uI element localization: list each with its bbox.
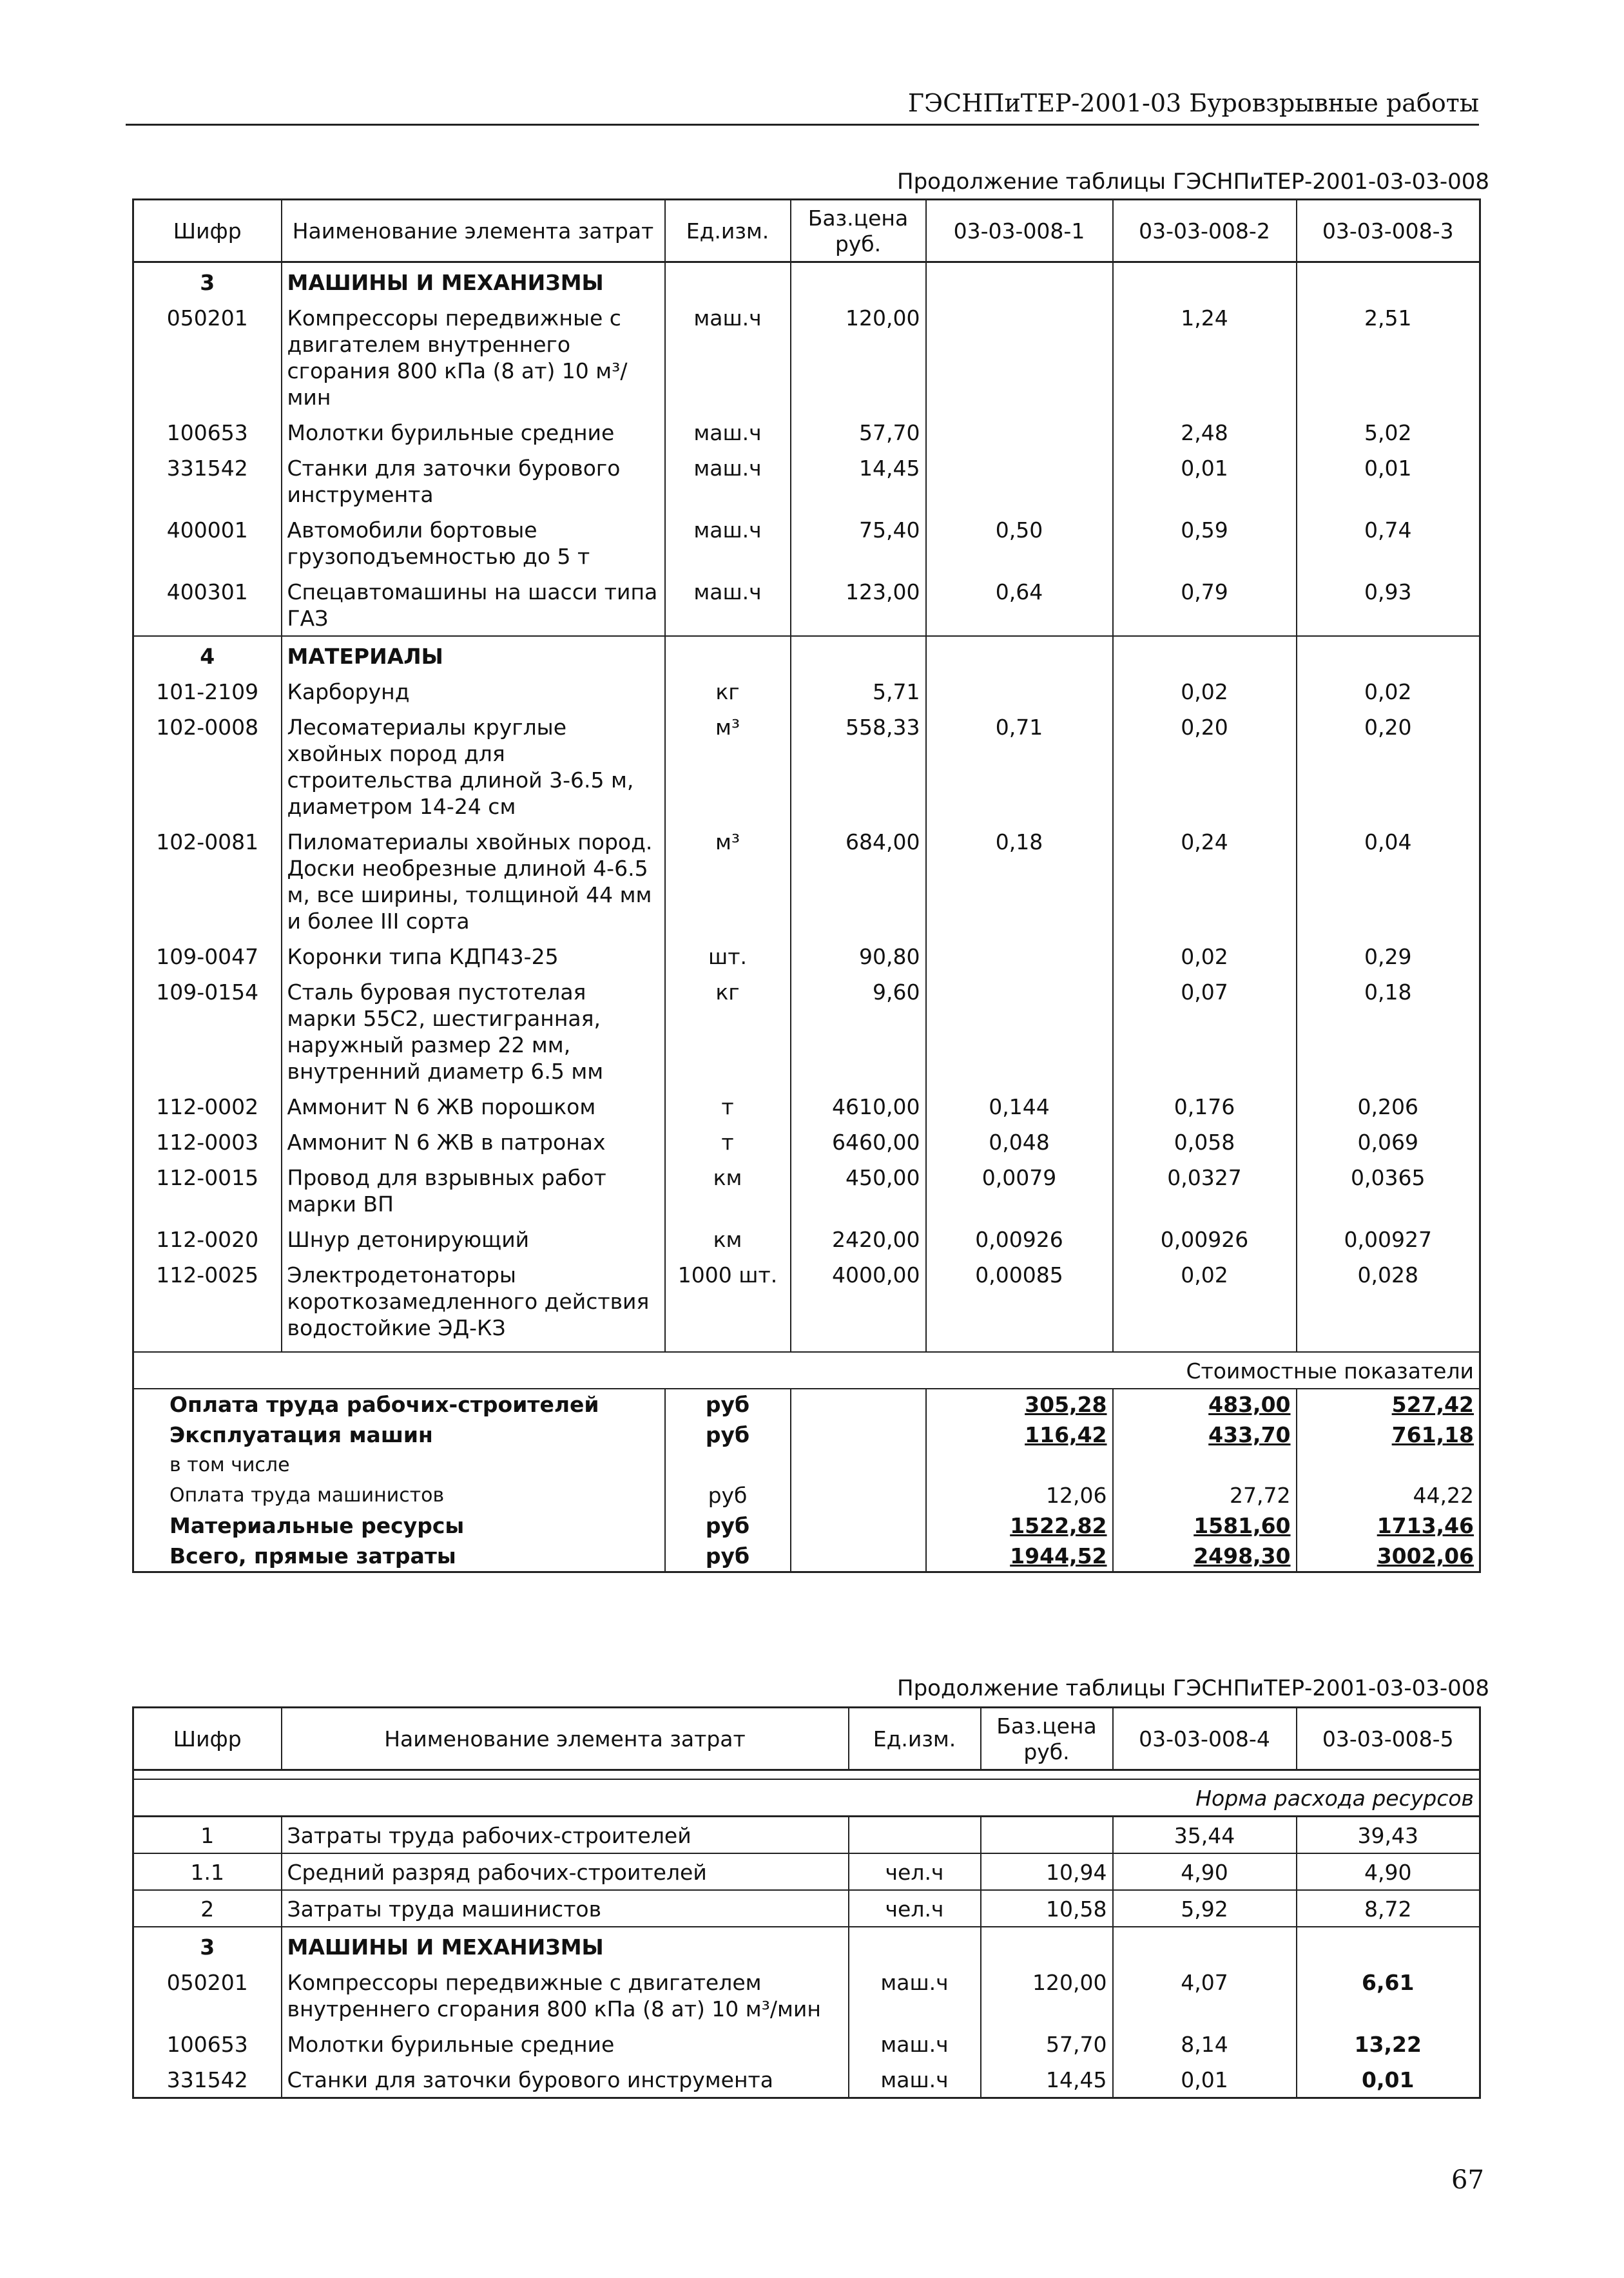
table-row bbox=[133, 2026, 1480, 2061]
norm-value-3: 0,206 bbox=[1297, 1088, 1480, 1124]
resource-code: 400001 bbox=[166, 517, 248, 543]
resource-code: 100653 bbox=[166, 420, 248, 445]
resource-name: Станки для заточки бурового инструмента bbox=[282, 2061, 849, 2098]
spacer-row bbox=[133, 1770, 1480, 1780]
norm-value-2: 0,01 bbox=[1113, 450, 1297, 512]
cost-row bbox=[133, 1450, 1480, 1480]
resource-unit: м³ bbox=[665, 709, 791, 824]
table-row bbox=[133, 414, 1480, 450]
base-price: 9,60 bbox=[791, 974, 926, 1088]
empty-cell bbox=[791, 1450, 926, 1480]
empty-cell bbox=[849, 1927, 981, 1964]
section-title: МАТЕРИАЛЫ bbox=[282, 636, 665, 673]
cost-value-3: 1713,46 bbox=[1297, 1511, 1480, 1541]
table-row bbox=[133, 1257, 1480, 1345]
empty-cell bbox=[791, 1345, 926, 1352]
cost-row bbox=[133, 1541, 1480, 1572]
resource-code: 100653 bbox=[166, 2032, 248, 2057]
col-header: 03-03-008-2 bbox=[1113, 200, 1297, 262]
resource-code: 112-0020 bbox=[156, 1227, 259, 1252]
resource-table-1 bbox=[132, 198, 1481, 1573]
empty-cell bbox=[282, 1345, 665, 1352]
norm-value-2: 0,176 bbox=[1113, 1088, 1297, 1124]
resource-name: Затраты труда машинистов bbox=[282, 1890, 849, 1927]
resource-code: 331542 bbox=[166, 2067, 248, 2092]
resource-name: Станки для заточки бурового инструмента bbox=[282, 450, 665, 512]
norm-value-1: 0,18 bbox=[926, 824, 1113, 938]
spacer-row bbox=[133, 1345, 1480, 1352]
resource-unit: м³ bbox=[665, 824, 791, 938]
resource-name: Компрессоры передвижные с двигателем внутреннего сгорания 800 кПа (8 ат) 10 м³/мин bbox=[282, 1964, 849, 2026]
section-code: 4 bbox=[200, 644, 215, 669]
resource-name: Аммонит N 6 ЖВ в патронах bbox=[282, 1124, 665, 1159]
norm-value-3: 2,51 bbox=[1297, 300, 1480, 414]
col-header: Шифр bbox=[133, 200, 282, 262]
cost-value-2: 27,72 bbox=[1113, 1480, 1297, 1511]
cost-label: Эксплуатация машин bbox=[169, 1422, 433, 1447]
base-price: 2420,00 bbox=[791, 1221, 926, 1257]
norm-value-3: 0,00927 bbox=[1297, 1221, 1480, 1257]
base-price: 558,33 bbox=[791, 709, 926, 824]
empty-cell bbox=[926, 1345, 1113, 1352]
resource-table-2 bbox=[132, 1706, 1481, 2099]
empty-cell bbox=[791, 1480, 926, 1511]
section-title: МАШИНЫ И МЕХАНИЗМЫ bbox=[282, 1927, 849, 1964]
resource-unit: чел.ч bbox=[849, 1853, 981, 1890]
base-price bbox=[981, 1817, 1113, 1854]
resource-code: 1.1 bbox=[133, 1853, 282, 1890]
norm-value-4: 8,14 bbox=[1113, 2026, 1297, 2061]
empty-cell bbox=[1297, 1927, 1480, 1964]
cost-label: Материальные ресурсы bbox=[169, 1513, 465, 1538]
table-row bbox=[133, 938, 1480, 974]
norm-value-1: 0,00085 bbox=[926, 1257, 1113, 1345]
table-row bbox=[133, 1890, 1480, 1927]
empty-cell bbox=[665, 262, 791, 300]
cost-label: в том числе bbox=[169, 1454, 290, 1476]
cost-label: Всего, прямые затраты bbox=[169, 1543, 456, 1569]
norm-value-1: 0,50 bbox=[926, 512, 1113, 574]
table-row bbox=[133, 974, 1480, 1088]
empty-cell bbox=[1297, 262, 1480, 300]
cost-unit: руб bbox=[665, 1480, 791, 1511]
table-row bbox=[133, 673, 1480, 709]
resource-name: Молотки бурильные средние bbox=[282, 2026, 849, 2061]
empty-cell bbox=[791, 1389, 926, 1420]
resource-name: Лесоматериалы круглые хвойных пород для строительства длиной 3-6.5 м, диаметром 14-24 см bbox=[282, 709, 665, 824]
norm-value-3: 0,20 bbox=[1297, 709, 1480, 824]
col-header: Ед.изм. bbox=[849, 1708, 981, 1770]
empty-cell bbox=[665, 1345, 791, 1352]
resource-name: Средний разряд рабочих-строителей bbox=[282, 1853, 849, 1890]
base-price: 57,70 bbox=[791, 414, 926, 450]
norm-value-5: 39,43 bbox=[1297, 1817, 1480, 1854]
resource-unit: маш.ч bbox=[849, 2061, 981, 2098]
col-header: Баз.цена руб. bbox=[791, 200, 926, 262]
empty-cell bbox=[791, 1511, 926, 1541]
cost-unit: руб bbox=[665, 1389, 791, 1420]
col-header: 03-03-008-1 bbox=[926, 200, 1113, 262]
norm-value-3: 5,02 bbox=[1297, 414, 1480, 450]
resource-unit: маш.ч bbox=[665, 414, 791, 450]
cost-label: Оплата труда машинистов bbox=[169, 1484, 445, 1507]
norm-value-2: 0,058 bbox=[1113, 1124, 1297, 1159]
norm-value-3: 0,29 bbox=[1297, 938, 1480, 974]
page-number: 67 bbox=[1451, 2165, 1484, 2195]
norm-value-3: 0,069 bbox=[1297, 1124, 1480, 1159]
header-title: ГЭСНПиТЕР-2001-03 Буровзрывные работы bbox=[907, 89, 1479, 117]
section-row bbox=[133, 636, 1480, 673]
base-price: 90,80 bbox=[791, 938, 926, 974]
resource-code: 112-0015 bbox=[156, 1165, 259, 1190]
base-price: 57,70 bbox=[981, 2026, 1113, 2061]
norm-header-row bbox=[133, 1779, 1480, 1817]
norm-value-2: 0,24 bbox=[1113, 824, 1297, 938]
resource-code: 112-0003 bbox=[156, 1130, 259, 1155]
resource-unit: кг bbox=[665, 673, 791, 709]
resource-unit: маш.ч bbox=[665, 512, 791, 574]
norm-value-3: 0,04 bbox=[1297, 824, 1480, 938]
cost-unit: руб bbox=[665, 1420, 791, 1450]
resource-name: Пиломатериалы хвойных пород. Доски необрезные длиной 4-6.5 м, все ширины, толщиной 44 мм и более III сорта bbox=[282, 824, 665, 938]
resource-code: 1 bbox=[133, 1817, 282, 1854]
table-row bbox=[133, 1817, 1480, 1854]
cost-unit: руб bbox=[665, 1541, 791, 1572]
resource-unit: 1000 шт. bbox=[665, 1257, 791, 1345]
table1-caption: Продолжение таблицы ГЭСНПиТЕР-2001-03-03-008 bbox=[897, 169, 1490, 195]
resource-unit: т bbox=[665, 1088, 791, 1124]
empty-cell bbox=[791, 1420, 926, 1450]
norm-value-4: 0,01 bbox=[1113, 2061, 1297, 2098]
cost-row bbox=[133, 1511, 1480, 1541]
norm-value-5: 0,01 bbox=[1297, 2061, 1480, 2098]
section-code: 3 bbox=[200, 1935, 215, 1960]
cost-value-2: 483,00 bbox=[1113, 1389, 1297, 1420]
norm-value-1: 0,71 bbox=[926, 709, 1113, 824]
norm-value-1 bbox=[926, 938, 1113, 974]
empty-cell bbox=[791, 636, 926, 673]
resource-unit bbox=[849, 1817, 981, 1854]
section-code: 3 bbox=[200, 270, 215, 295]
empty-cell bbox=[1297, 636, 1480, 673]
cost-value-3: 761,18 bbox=[1297, 1420, 1480, 1450]
col-header: 03-03-008-5 bbox=[1297, 1708, 1480, 1770]
norm-value-2: 1,24 bbox=[1113, 300, 1297, 414]
table2-header-row bbox=[133, 1708, 1480, 1770]
norm-value-1: 0,048 bbox=[926, 1124, 1113, 1159]
norm-value-4: 4,90 bbox=[1113, 1853, 1297, 1890]
cost-unit: руб bbox=[665, 1511, 791, 1541]
resource-name: Аммонит N 6 ЖВ порошком bbox=[282, 1088, 665, 1124]
norm-value-1: 0,00926 bbox=[926, 1221, 1113, 1257]
norm-value-3: 0,93 bbox=[1297, 574, 1480, 636]
norm-value-3: 0,74 bbox=[1297, 512, 1480, 574]
resource-code: 109-0154 bbox=[156, 980, 259, 1005]
norm-value-1 bbox=[926, 300, 1113, 414]
cost-value-2: 2498,30 bbox=[1113, 1541, 1297, 1572]
norm-value-2: 0,0327 bbox=[1113, 1159, 1297, 1221]
cost-value-3: 44,22 bbox=[1297, 1480, 1480, 1511]
col-header: Баз.цена руб. bbox=[981, 1708, 1113, 1770]
norm-value-2: 0,02 bbox=[1113, 1257, 1297, 1345]
cost-value-3: 3002,06 bbox=[1297, 1541, 1480, 1572]
cost-value-2: 1581,60 bbox=[1113, 1511, 1297, 1541]
empty-cell bbox=[1113, 1345, 1297, 1352]
resource-name: Компрессоры передвижные с двигателем внутреннего сгорания 800 кПа (8 ат) 10 м³/мин bbox=[282, 300, 665, 414]
table-row bbox=[133, 824, 1480, 938]
resource-code: 102-0081 bbox=[156, 829, 259, 854]
cost-indicators-title: Стоимостные показатели bbox=[133, 1352, 1480, 1389]
empty-cell bbox=[981, 1927, 1113, 1964]
norm-value-1: 0,0079 bbox=[926, 1159, 1113, 1221]
norm-value-2: 0,02 bbox=[1113, 938, 1297, 974]
cost-value-1: 1944,52 bbox=[926, 1541, 1113, 1572]
norm-value-2: 0,59 bbox=[1113, 512, 1297, 574]
norm-value-5: 6,61 bbox=[1297, 1964, 1480, 2026]
resource-code: 102-0008 bbox=[156, 715, 259, 740]
empty-cell bbox=[1297, 1345, 1480, 1352]
resource-unit: чел.ч bbox=[849, 1890, 981, 1927]
table-row bbox=[133, 1124, 1480, 1159]
resource-unit: км bbox=[665, 1159, 791, 1221]
norm-value-1 bbox=[926, 414, 1113, 450]
norm-value-1: 0,144 bbox=[926, 1088, 1113, 1124]
norm-value-2: 2,48 bbox=[1113, 414, 1297, 450]
resource-unit: маш.ч bbox=[665, 450, 791, 512]
norm-value-2: 0,02 bbox=[1113, 673, 1297, 709]
norm-value-2: 0,79 bbox=[1113, 574, 1297, 636]
cost-value-3: 527,42 bbox=[1297, 1389, 1480, 1420]
base-price: 4610,00 bbox=[791, 1088, 926, 1124]
resource-code: 101-2109 bbox=[156, 679, 259, 704]
section-row bbox=[133, 262, 1480, 300]
base-price: 14,45 bbox=[981, 2061, 1113, 2098]
empty-cell bbox=[926, 636, 1113, 673]
resource-unit: т bbox=[665, 1124, 791, 1159]
cost-value-1 bbox=[926, 1450, 1113, 1480]
running-header bbox=[126, 77, 1479, 126]
norm-value-1 bbox=[926, 974, 1113, 1088]
norm-value-1 bbox=[926, 673, 1113, 709]
table2-caption: Продолжение таблицы ГЭСНПиТЕР-2001-03-03-008 bbox=[897, 1675, 1490, 1701]
empty-cell bbox=[665, 636, 791, 673]
table-row bbox=[133, 512, 1480, 574]
col-header: Наименование элемента затрат bbox=[282, 200, 665, 262]
cost-value-1: 116,42 bbox=[926, 1420, 1113, 1450]
table-row bbox=[133, 450, 1480, 512]
empty-cell bbox=[1113, 262, 1297, 300]
base-price: 75,40 bbox=[791, 512, 926, 574]
resource-code: 050201 bbox=[166, 305, 248, 331]
norm-value-4: 5,92 bbox=[1113, 1890, 1297, 1927]
resource-code: 400301 bbox=[133, 574, 282, 636]
base-price: 120,00 bbox=[981, 1964, 1113, 2026]
section-row bbox=[133, 1927, 1480, 1964]
table-row bbox=[133, 2061, 1480, 2098]
cost-value-2 bbox=[1113, 1450, 1297, 1480]
norm-value-4: 35,44 bbox=[1113, 1817, 1297, 1854]
cost-value-1: 305,28 bbox=[926, 1389, 1113, 1420]
resource-name: Затраты труда рабочих-строителей bbox=[282, 1817, 849, 1854]
resource-unit: маш.ч bbox=[849, 2026, 981, 2061]
base-price: 10,58 bbox=[981, 1890, 1113, 1927]
resource-code: 331542 bbox=[166, 456, 248, 481]
norm-value-2: 0,07 bbox=[1113, 974, 1297, 1088]
norm-value-3: 0,028 bbox=[1297, 1257, 1480, 1345]
table-row bbox=[133, 1088, 1480, 1124]
table-row bbox=[133, 1221, 1480, 1257]
base-price: 123,00 bbox=[791, 574, 926, 636]
table-row bbox=[133, 300, 1480, 414]
cost-value-1: 12,06 bbox=[926, 1480, 1113, 1511]
resource-name: Карборунд bbox=[282, 673, 665, 709]
section-title: МАШИНЫ И МЕХАНИЗМЫ bbox=[282, 262, 665, 300]
col-header: 03-03-008-4 bbox=[1113, 1708, 1297, 1770]
cost-label: Оплата труда рабочих-строителей bbox=[169, 1392, 599, 1417]
resource-name: Электродетонаторы короткозамедленного действия водостойкие ЭД-КЗ bbox=[282, 1257, 665, 1345]
resource-code: 2 bbox=[133, 1890, 282, 1927]
empty-cell bbox=[133, 1345, 282, 1352]
col-header: 03-03-008-3 bbox=[1297, 200, 1480, 262]
resource-unit: маш.ч bbox=[849, 1964, 981, 2026]
col-header: Ед.изм. bbox=[665, 200, 791, 262]
norm-value-5: 8,72 bbox=[1297, 1890, 1480, 1927]
base-price: 6460,00 bbox=[791, 1124, 926, 1159]
base-price: 10,94 bbox=[981, 1853, 1113, 1890]
resource-name: Шнур детонирующий bbox=[282, 1221, 665, 1257]
resource-code: 112-0002 bbox=[156, 1094, 259, 1119]
empty-cell bbox=[791, 1541, 926, 1572]
resource-code: 109-0047 bbox=[156, 944, 259, 969]
resource-unit: маш.ч bbox=[665, 300, 791, 414]
norm-value-2: 0,20 bbox=[1113, 709, 1297, 824]
resource-name: Коронки типа КДП43-25 bbox=[282, 938, 665, 974]
table-row bbox=[133, 1159, 1480, 1221]
resource-name: Сталь буровая пустотелая марки 55С2, шестигранная, наружный размер 22 мм, внутренний диаметр 6.5 мм bbox=[282, 974, 665, 1088]
table1-header-row bbox=[133, 200, 1480, 262]
norm-value-3: 0,18 bbox=[1297, 974, 1480, 1088]
base-price: 4000,00 bbox=[791, 1257, 926, 1345]
cost-value-2: 433,70 bbox=[1113, 1420, 1297, 1450]
col-header: Наименование элемента затрат bbox=[282, 1708, 849, 1770]
table-row bbox=[133, 709, 1480, 824]
table-row bbox=[133, 574, 1480, 636]
norm-value-1 bbox=[926, 450, 1113, 512]
cost-unit bbox=[665, 1450, 791, 1480]
cost-row bbox=[133, 1420, 1480, 1450]
cost-row bbox=[133, 1389, 1480, 1420]
resource-unit: маш.ч bbox=[665, 574, 791, 636]
base-price: 450,00 bbox=[791, 1159, 926, 1221]
cost-row bbox=[133, 1480, 1480, 1511]
cost-value-3 bbox=[1297, 1450, 1480, 1480]
resource-code: 112-0025 bbox=[156, 1262, 259, 1288]
norm-value-5: 13,22 bbox=[1297, 2026, 1480, 2061]
empty-cell bbox=[133, 1770, 1480, 1780]
table-row bbox=[133, 1964, 1480, 2026]
resource-name: Автомобили бортовые грузоподъемностью до 5 т bbox=[282, 512, 665, 574]
resource-name: Молотки бурильные средние bbox=[282, 414, 665, 450]
empty-cell bbox=[791, 262, 926, 300]
resource-unit: кг bbox=[665, 974, 791, 1088]
empty-cell bbox=[1113, 1927, 1297, 1964]
table-row bbox=[133, 1853, 1480, 1890]
norm-value-2: 0,00926 bbox=[1113, 1221, 1297, 1257]
norm-value-5: 4,90 bbox=[1297, 1853, 1480, 1890]
resource-name: Спецавтомашины на шасси типа ГАЗ bbox=[282, 574, 665, 636]
cost-header-row bbox=[133, 1352, 1480, 1389]
base-price: 684,00 bbox=[791, 824, 926, 938]
norm-value-4: 4,07 bbox=[1113, 1964, 1297, 2026]
norm-value-3: 0,01 bbox=[1297, 450, 1480, 512]
base-price: 14,45 bbox=[791, 450, 926, 512]
norm-value-1: 0,64 bbox=[926, 574, 1113, 636]
norm-title: Норма расхода ресурсов bbox=[133, 1779, 1480, 1817]
norm-value-3: 0,02 bbox=[1297, 673, 1480, 709]
base-price: 5,71 bbox=[791, 673, 926, 709]
base-price: 120,00 bbox=[791, 300, 926, 414]
empty-cell bbox=[926, 262, 1113, 300]
norm-value-3: 0,0365 bbox=[1297, 1159, 1480, 1221]
resource-unit: шт. bbox=[665, 938, 791, 974]
empty-cell bbox=[1113, 636, 1297, 673]
resource-unit: км bbox=[665, 1221, 791, 1257]
resource-name: Провод для взрывных работ марки ВП bbox=[282, 1159, 665, 1221]
resource-code: 050201 bbox=[166, 1970, 248, 1995]
cost-value-1: 1522,82 bbox=[926, 1511, 1113, 1541]
col-header: Шифр bbox=[133, 1708, 282, 1770]
